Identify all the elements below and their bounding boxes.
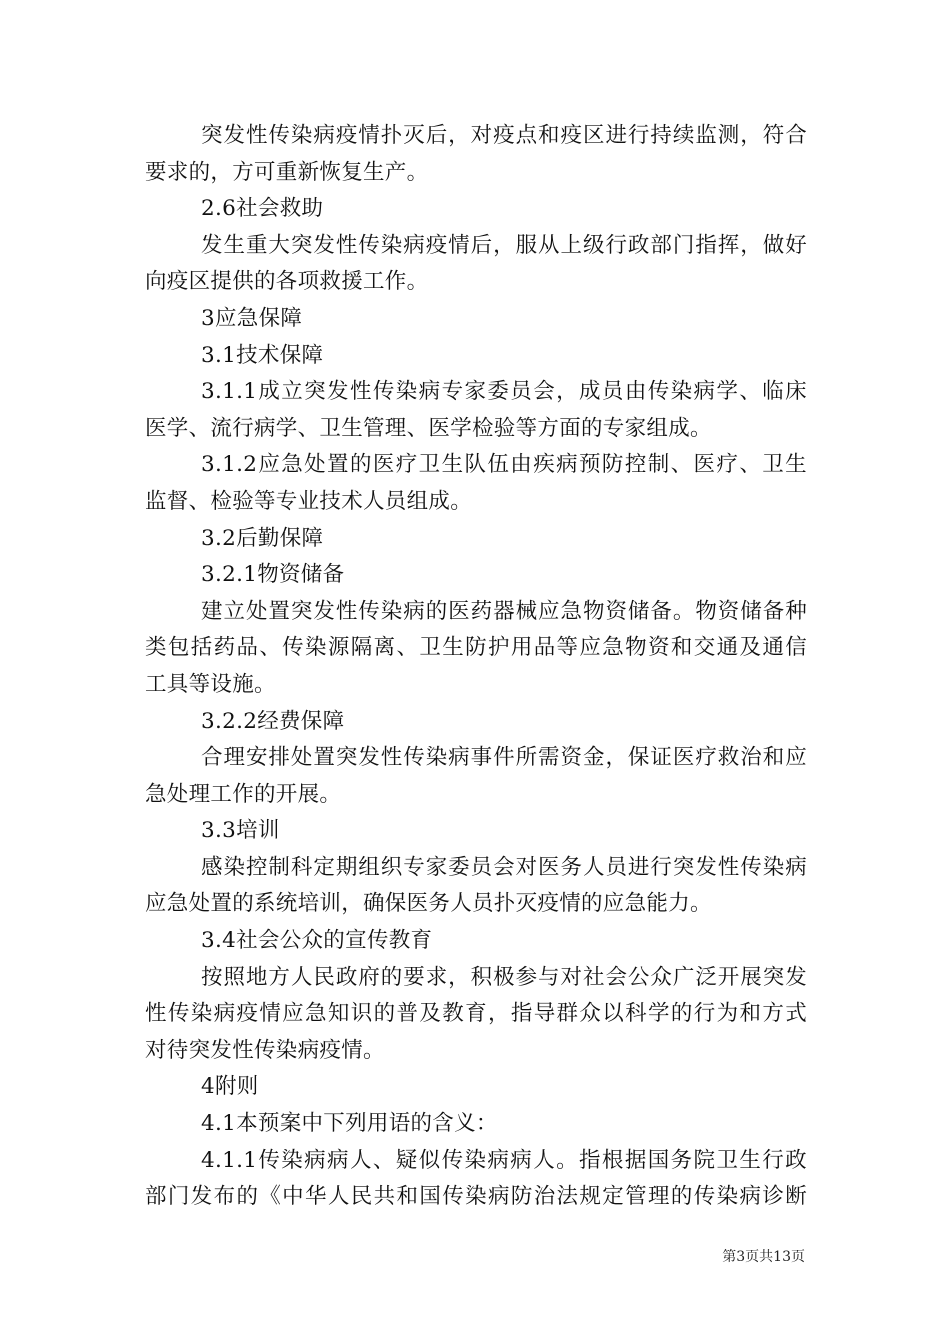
text-line: 2.6社会救助 [201,196,324,222]
text-line: 要求的，方可重新恢复生产。 [145,159,429,185]
text-line: 医学、流行病学、卫生管理、医学检验等方面的专家组成。 [145,415,712,441]
text-line: 3.2后勤保障 [201,525,324,551]
text-line: 监督、检验等专业技术人员组成。 [145,488,473,514]
text-line: 突发性传染病疫情扑灭后，对疫点和疫区进行持续监测，符合 [201,123,807,148]
document-body [145,118,807,1216]
text-line: 3.4社会公众的宣传教育 [201,928,433,954]
text-line: 3.1.1成立突发性传染病专家委员会，成员由传染病学、临床 [201,379,807,405]
text-line: 感染控制科定期组织专家委员会对医务人员进行突发性传染病 [201,854,807,880]
text-line: 类包括药品、传染源隔离、卫生防护用品等应急物资和交通及通信 [145,635,807,661]
text-line: 3应急保障 [201,305,303,331]
text-line: 按照地方人民政府的要求，积极参与对社会公众广泛开展突发 [201,964,807,990]
text-line: 合理安排处置突发性传染病事件所需资金，保证医疗救治和应 [201,745,807,771]
text-line: 3.3培训 [201,818,280,844]
text-line: 向疫区提供的各项救援工作。 [145,269,429,295]
text-line: 3.2.1物资储备 [201,562,345,588]
text-line: 3.1技术保障 [201,342,324,368]
page-number: 第3页共13页 [722,1249,805,1265]
text-line: 4.1本预案中下列用语的含义： [201,1111,498,1137]
text-line: 急处理工作的开展。 [145,781,342,807]
text-line: 应急处置的系统培训，确保医务人员扑灭疫情的应急能力。 [145,891,712,917]
text-line: 发生重大突发性传染病疫情后，服从上级行政部门指挥，做好 [201,232,807,258]
text-line: 4附则 [201,1074,259,1100]
text-line: 部门发布的《中华人民共和国传染病防治法规定管理的传染病诊断 [145,1184,807,1210]
text-line: 对待突发性传染病疫情。 [145,1037,385,1063]
text-line: 3.2.2经费保障 [201,708,345,734]
text-line: 性传染病疫情应急知识的普及教育，指导群众以科学的行为和方式 [145,1001,807,1027]
text-line: 4.1.1传染病病人、疑似传染病病人。指根据国务院卫生行政 [201,1147,807,1173]
text-line: 3.1.2应急处置的医疗卫生队伍由疾病预防控制、医疗、卫生 [201,452,807,478]
text-line: 工具等设施。 [145,671,276,697]
text-line: 建立处置突发性传染病的医药器械应急物资储备。物资储备种 [201,598,807,624]
